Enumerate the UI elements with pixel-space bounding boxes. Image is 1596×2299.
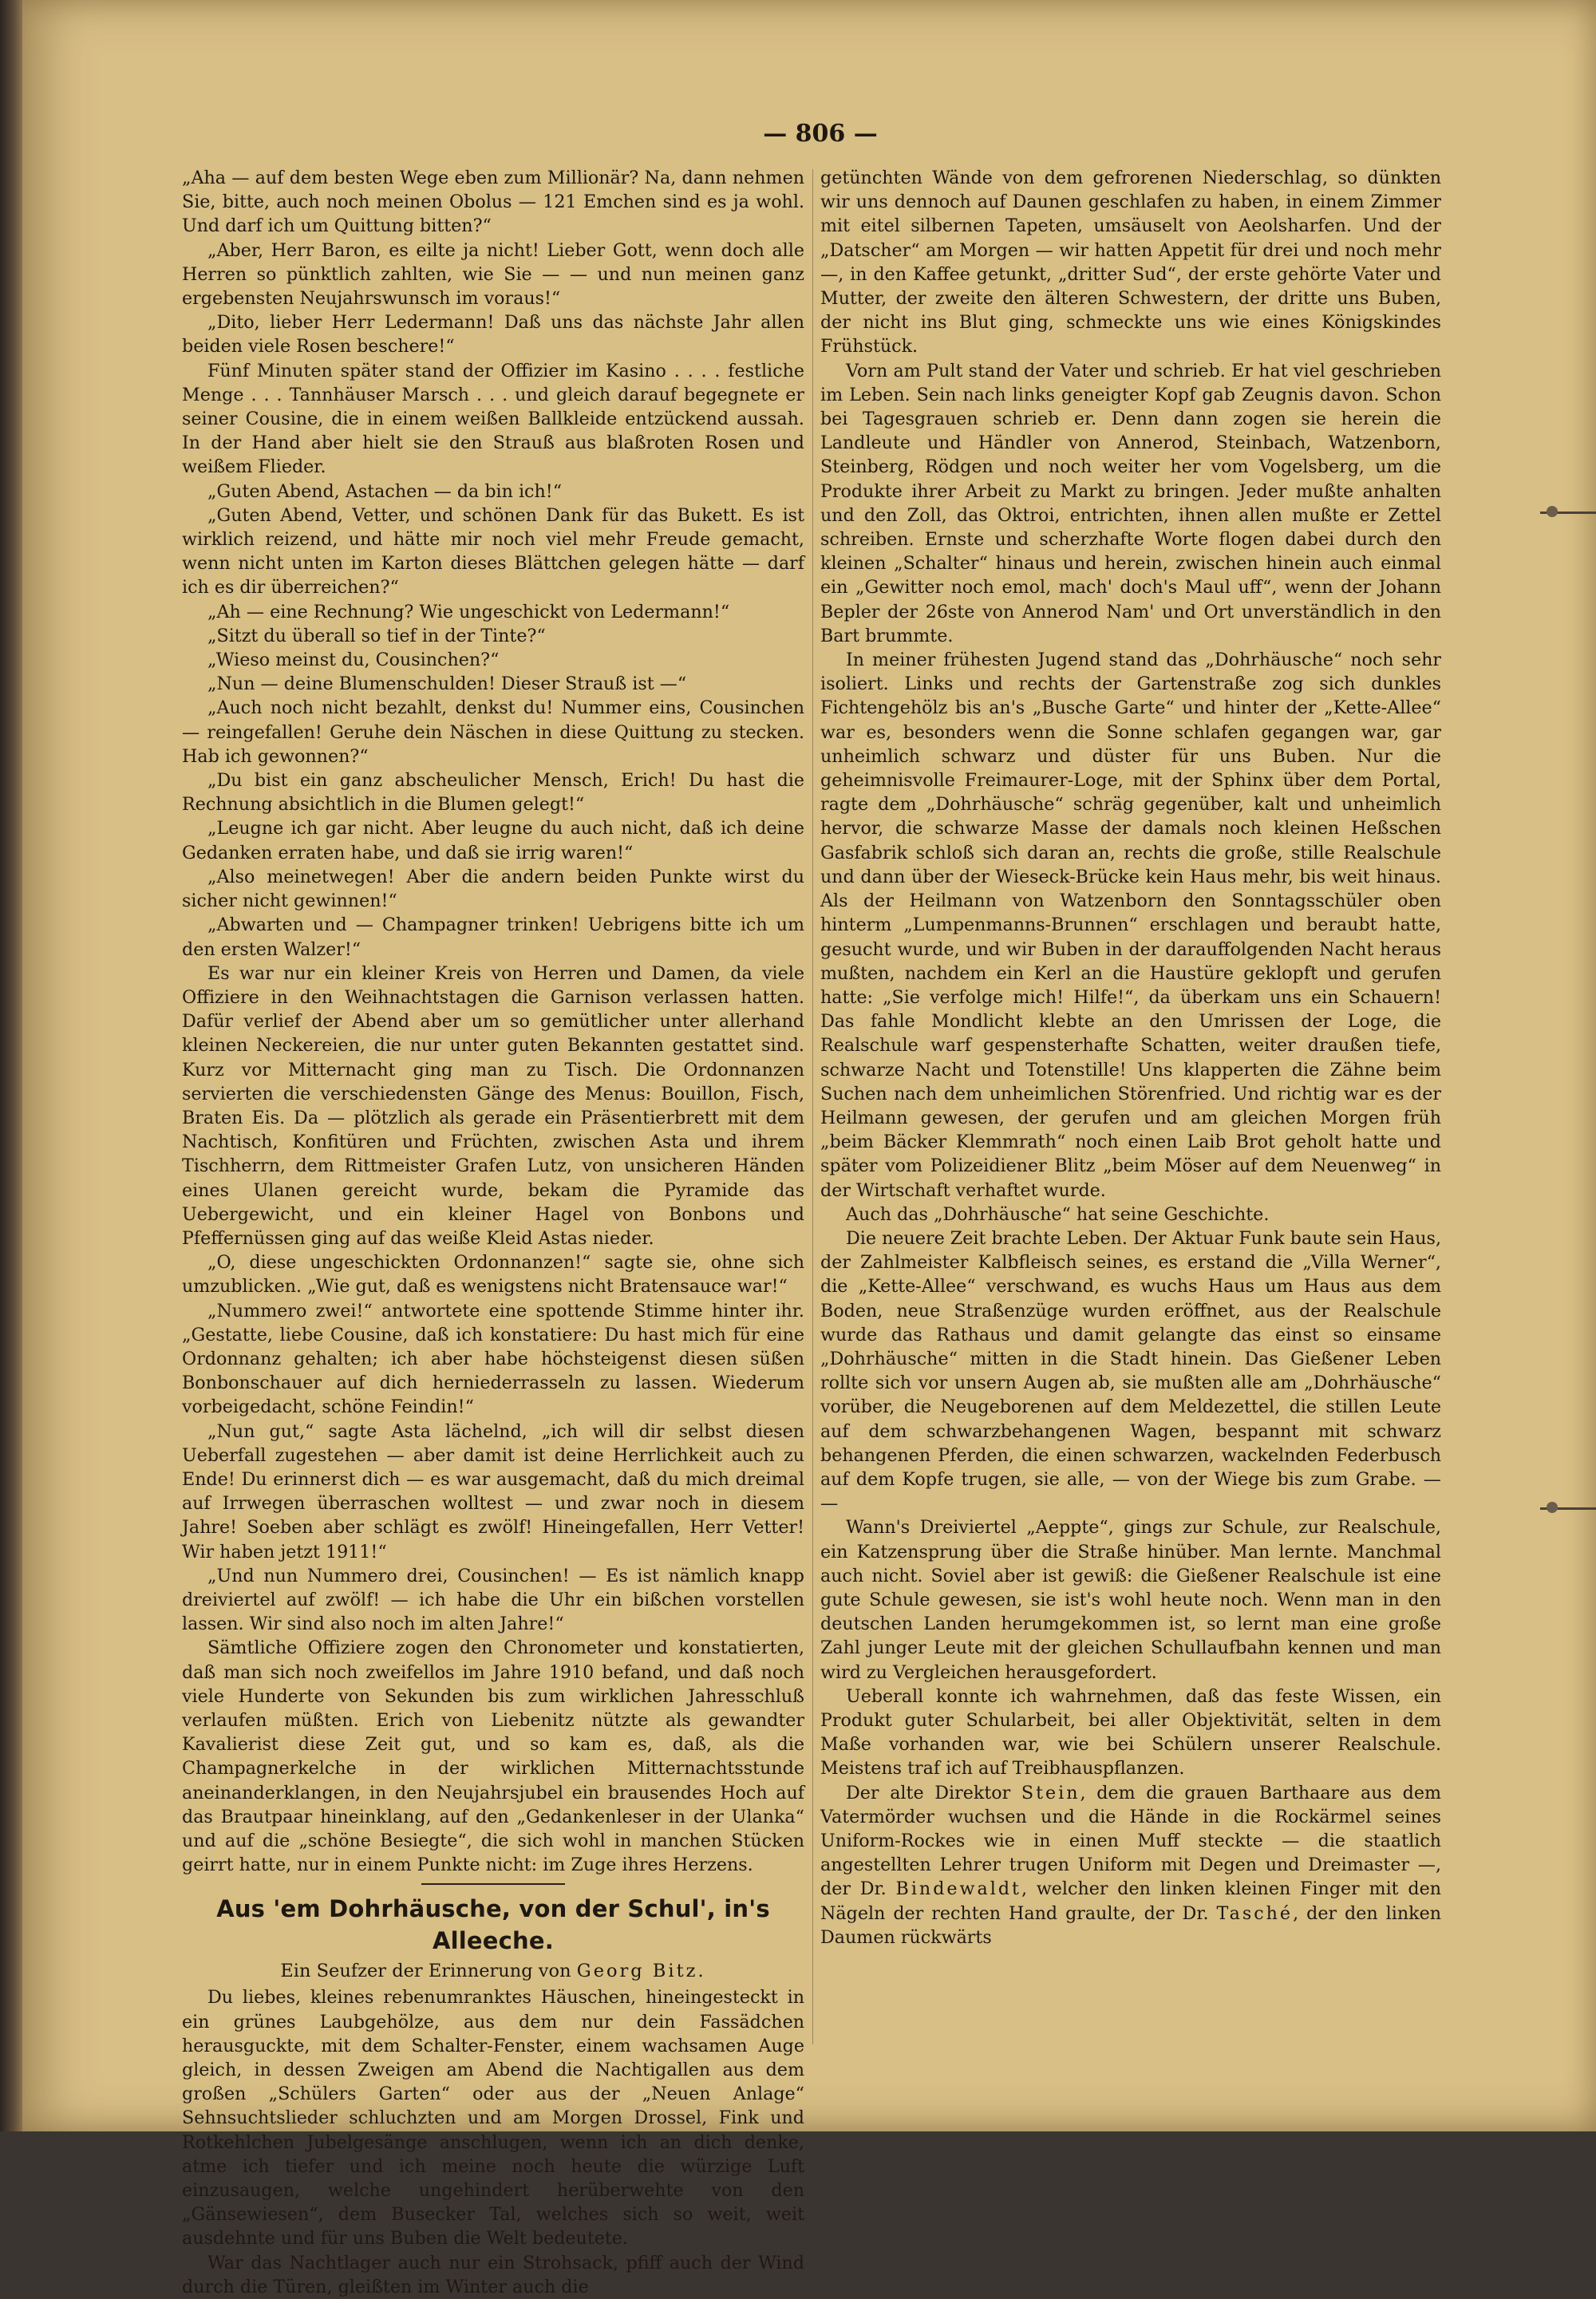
left-column xyxy=(182,166,804,2297)
paragraph: „Wieso meinst du, Cousinchen?“ xyxy=(207,650,500,671)
paragraph: „Sitzt du überall so tief in der Tinte?“ xyxy=(207,625,546,646)
byline-prefix: Ein Seufzer der Erinnerung von xyxy=(280,1961,571,1982)
paragraph: „Nummero zwei!“ antwortete eine spottende Stimme hinter ihr. „Gestatte, liebe Cousine, daß ich konstatiere: Du hast mich für eine Ordonnanz gehalten; ich aber habe höchsteigenst diesen süßen Bonbonschauer auf dich herniederrasseln zu lassen. Wiederum vorbeigedacht, schöne Feindin!“ xyxy=(182,1300,804,1418)
article-headline: Aus 'em Dohrhäusche, von der Schul', in's Alleeche. xyxy=(216,1895,770,1955)
paragraph: Ueberall konnte ich wahrnehmen, daß das feste Wissen, ein Produkt guter Schularbeit, bei aller Objektivität, selten in dem Maße vorhanden war, wie bei Schülern unserer Realschule. Meistens traf ich auf Treibhauspflanzen. xyxy=(820,1685,1441,1780)
paragraph: War das Nachtlager auch nur ein Strohsack, pfiff auch der Wind durch die Türen, gleißten im Winter auch die xyxy=(182,2252,804,2297)
book-binding xyxy=(0,0,22,2131)
paragraph: getünchten Wände von dem gefrorenen Niederschlag, so dünkten wir uns dennoch auf Daunen geschlafen zu haben, in einem Zimmer mit eitel silbernen Tapeten, umsäuselt von Aeolsharfen. Und der „Datscher“ am Morgen — wir hatten Appetit für drei und noch mehr —, in den Kaffee getunkt, „dritter Sud“, der erste gehörte Vater und Mutter, der zweite den älteren Schwestern, der dritte uns Buben, der nicht ins Blut ging, schmeckte uns wie eines Königskindes Frühstück. xyxy=(820,168,1441,357)
paragraph: „Du bist ein ganz abscheulicher Mensch, Erich! Du hast die Rechnung absichtlich in die Blumen gelegt!“ xyxy=(182,770,804,816)
paragraph: „Also meinetwegen! Aber die andern beiden Punkte wirst du sicher nicht gewinnen!“ xyxy=(182,866,804,912)
paragraph: Wann's Dreiviertel „Aeppte“, gings zur Schule, zur Realschule, ein Katzensprung über die Straße hinüber. Man lernte. Manchmal auch nicht. Soviel aber ist gewiß: die Gießener Realschule ist eine gute Schule gewesen, sie ist's wohl heute noch. Wenn man in den deutschen Landen herumgekommen ist, so lernt man eine große Zahl junger Leute mit der gleichen Schullaufbahn kennen und man wird zu Vergleichen herausgefordert. xyxy=(820,1517,1441,1683)
byline-author: Georg Bitz. xyxy=(576,1961,706,1982)
paragraph: „Guten Abend, Vetter, und schönen Dank für das Bukett. Es ist wirklich reizend, und hätte mir noch viel mehr Freude gemacht, wenn nicht unten im Karton dieses Blättchen gelegen hätte — darf ich es dir überreichen?“ xyxy=(182,504,804,598)
text-run: , welcher den linken kleinen Finger mit den Nägeln der rechten Hand graulte, der Dr. xyxy=(820,1878,1441,1924)
paragraph: Auch das „Dohrhäusche“ hat seine Geschichte. xyxy=(846,1203,1270,1225)
paragraph: „Abwarten und — Champagner trinken! Uebrigens bitte ich um den ersten Walzer!“ xyxy=(182,914,804,960)
article-byline xyxy=(182,1958,804,1984)
name-tasche: Tasché xyxy=(1216,1902,1294,1924)
paragraph: Fünf Minuten später stand der Offizier im Kasino . . . . festliche Menge . . . Tannhäuser Marsch . . . und gleich darauf begegnete er seiner Cousine, die in einem weißen Ballkleide entzückend aussah. In der Hand aber hielt sie den Strauß aus blaßroten Rosen und weißem Flieder. xyxy=(182,360,804,478)
paragraph: „Und nun Nummero drei, Cousinchen! — Es ist nämlich knapp dreiviertel auf zwölf! — ich habe die Uhr ein bißchen vorstellen lassen. Wir sind also noch im alten Jahre!“ xyxy=(182,1565,804,1635)
pin-icon xyxy=(1524,504,1596,520)
paragraph: Du liebes, kleines rebenumranktes Häuschen, hineingesteckt in ein grünes Laubgehölze, aus dem nur dein Fassädchen herausguckte, mit dem Schalter-Fenster, einem wachsamen Auge gleich, in dessen Zweigen am Abend die Nachtigallen aus dem großen „Schülers Garten“ oder aus der „Neuen Anlage“ Sehnsuchtslieder schluchzten und am Morgen Drossel, Fink und Rotkehlchen Jubelgesänge anschlugen, wenn ich an dich denke, atme ich tiefer und ich meine noch heute die würzige Luft einzusaugen, welche ungehindert herüberwehte von den „Gänsewiesen“, dem Busecker Tal, welches sich so weit, weit ausdehnte und für uns Buben die Welt bedeutete. xyxy=(182,1987,804,2250)
paragraph: Sämtliche Offiziere zogen den Chronometer und konstatierten, daß man sich noch zweifellos im Jahre 1910 befand, und daß noch viele Hunderte von Sekunden bis zum wirklichen Jahresschluß verlaufen müßten. Erich von Liebenitz nützte als gewandter Kavalierist diese Zeit gut, und so kam es, daß, als die Champagnerkelche in der wirklichen Mitternachtsstunde aneinanderklangen, in den Neujahrsjubel ein brausendes Hoch auf das Brautpaar hineinklang, auf den „Gedankenleser in der Ulanka“ und auf die „schöne Besiegte“, die sich wohl in manchen Stücken geirrt hatte, nur in einem Punkte nicht: im Zuge ihres Herzens. xyxy=(182,1637,804,1876)
paragraph: „O, diese ungeschickten Ordonnanzen!“ sagte sie, ohne sich umzublicken. „Wie gut, daß es wenigstens nicht Bratensauce war!“ xyxy=(182,1252,804,1298)
name-stein: Stein xyxy=(1021,1782,1080,1803)
text-run: , der den linken Daumen rückwärts xyxy=(820,1902,1441,1948)
paragraph: „Nun — deine Blumenschulden! Dieser Strauß ist —“ xyxy=(207,674,687,695)
paragraph: „Auch noch nicht bezahlt, denkst du! Nummer eins, Cousinchen — reingefallen! Geruhe dein Näschen in diese Quittung zu stecken. Hab ich gewonnen?“ xyxy=(182,697,804,767)
paragraph: „Guten Abend, Astachen — da bin ich!“ xyxy=(207,480,563,502)
paragraph: „Leugne ich gar nicht. Aber leugne du auch nicht, daß ich deine Gedanken erraten habe, und daß sie irrig waren!“ xyxy=(182,818,804,863)
newspaper-page xyxy=(22,0,1596,2297)
paragraph: „Nun gut,“ sagte Asta lächelnd, „ich will dir selbst diesen Ueberfall zugestehen — aber damit ist deine Herrlichkeit auch zu Ende! Du erinnerst dich — es war ausgemacht, daß du mich dreimal auf Irrwegen überraschen wolltest — und zwar noch in diesem Jahre! Soeben aber schlägt es zwölf! Hineingefallen, Herr Vetter! Wir haben jetzt 1911!“ xyxy=(182,1420,804,1562)
paragraph: Es war nur ein kleiner Kreis von Herren und Damen, da viele Offiziere in den Weihnachtstagen die Garnison verlassen hatten. Dafür verlief der Abend aber um so gemütlicher unter allerhand kleinen Neckereien, die nur unter guten Bekannten gestattet sind. Kurz vor Mitternacht ging man zu Tisch. Die Ordonnanzen servierten die verschiedensten Gänge des Menus: Bouillon, Fisch, Braten Eis. Da — plötzlich als gerade ein Präsentierbrett mit dem Nachtisch, Konfitüren und Früchten, zwischen Asta und ihrem Tischherrn, dem Rittmeister Grafen Lutz, von unsicheren Händen eines Ulanen gereicht wurde, bekam die Pyramide das Uebergewicht, und ein kleiner Hagel von Bonbons und Pfeffernüssen ging auf das weiße Kleid Astas nieder. xyxy=(182,962,804,1249)
paragraph: „Dito, lieber Herr Ledermann! Daß uns das nächste Jahr allen beiden viele Rosen beschere!“ xyxy=(182,312,804,357)
text-run: , dem die grauen Barthaare aus dem Vatermörder wuchsen und die Hände in die Rockärmel seines Uniform-Rockes wie in einen Muff steckte — die staatlich angestellten Lehrer trugen Uniform mit Degen und Dreimaster —, der Dr. xyxy=(820,1782,1442,1900)
paragraph: „Aber, Herr Baron, es eilte ja nicht! Lieber Gott, wenn doch alle Herren so pünktlich zahlten, wie Sie — — und nun meinen ganz ergebensten Neujahrswunsch im voraus!“ xyxy=(182,239,804,310)
paragraph xyxy=(820,1781,1441,1949)
page-number: — 806 — xyxy=(763,120,878,148)
paragraph: In meiner frühesten Jugend stand das „Dohrhäusche“ noch sehr isoliert. Links und rechts der Gartenstraße zog sich dunkles Fichtengehölz bis an's „Busche Garte“ und hinter der „Kette-Allee“ war es, besonders wenn die Sonne schlafen gegangen war, gar unheimlich schwarz und düster für uns Buben. Nur die geheimnisvolle Freimaurer-Loge, mit der Sphinx über dem Portal, ragte dem „Dohrhäusche“ schräg gegenüber, kalt und unheimlich hervor, die schwarze Masse der damals noch kleinen Heßschen Gasfabrik schloß sich daran an, rechts die große, stille Realschule und dann über der Wieseck-Brücke kein Haus mehr, bis weit hinaus. Als der Heilmann von Watzenborn den Sonntagsschüler oben hinterm „Lumpenmanns-Brunnen“ erschlagen und beraubt hatte, gesucht wurde, und wir Buben in der darauffolgenden Nacht heraus mußten, nachdem ein Kerl an die Haustüre geklopft und gerufen hatte: „Sie verfolge mich! Hilfe!“, da überkam uns ein Schauern! Das fahle Mondlicht klebte an den Umrissen der Loge, die Realschule warf gespensterhafte Schatten, weiter draußen tiefe, schwarze Nacht und Totenstille! Uns klapperten die Zähne beim Suchen nach dem unheimlichen Störenfried. Und richtig war es der Heilmann gewesen, der gerufen und am gleichen Morgen früh „beim Bäcker Klemmrath“ noch einen Laib Brot geholt hatte und später vom Polizeidiener Blitz „beim Möser auf dem Neuenweg“ in der Wirtschaft verhaftet wurde. xyxy=(820,650,1441,1201)
text-run: Der alte Direktor xyxy=(846,1782,1011,1803)
article-separator xyxy=(421,1883,565,1885)
paragraph: „Aha — auf dem besten Wege eben zum Millionär? Na, dann nehmen Sie, bitte, auch noch meinen Obolus — 121 Emchen sind es ja wohl. Und darf ich um Quittung bitten?“ xyxy=(182,168,804,237)
right-column xyxy=(820,166,1441,2089)
column-divider xyxy=(812,169,813,2044)
paragraph: Vorn am Pult stand der Vater und schrieb. Er hat viel geschrieben im Leben. Sein nach links geneigter Kopf gab Zeugnis davon. Schon bei Tagesgrauen schrieb er. Denn dann zogen sie herein die Landleute und Händler von Annerod, Steinbach, Watzenborn, Steinberg, Rödgen und noch weiter her vom Vogelsberg, um die Produkte ihrer Arbeit zu Markt zu bringen. Jeder mußte anhalten und den Zoll, das Oktroi, entrichten, ihnen allen mußte er Zettel schreiben. Ernste und scherzhafte Worte flogen dabei durch den kleinen „Schalter“ hinaus und herein, zwischen hinein auch einmal ein „Gewitter noch emol, mach' doch's Maul uff“, wenn der Johann Bepler der 26ste von Annerod Nam' und Ort unverständlich in den Bart brummte. xyxy=(820,360,1441,646)
pin-icon xyxy=(1524,1500,1596,1516)
paragraph: „Ah — eine Rechnung? Wie ungeschickt von Ledermann!“ xyxy=(207,601,730,622)
paragraph: Die neuere Zeit brachte Leben. Der Aktuar Funk baute sein Haus, der Zahlmeister Kalbfleisch seines, es erstand die „Villa Werner“, die „Kette-Allee“ verschwand, es wuchs Haus um Haus aus dem Boden, neue Straßenzüge wurden eröffnet, aus der Realschule wurde das Rathaus und damit gelangte das einst so einsame „Dohrhäusche“ mitten in die Stadt hinein. Das Gießener Leben rollte sich vor unsern Augen ab, sie mußten alle am „Dohrhäusche“ vorüber, die Neugeborenen auf dem Meldezettel, die stillen Leute auf dem schwarzbehangenen Wagen, bespannt mit schwarz behangenen Pferden, die einen schwarzen, wackelnden Federbusch auf dem Kopfe trugen, sie alle, — von der Wiege bis zum Grabe. — — xyxy=(820,1227,1441,1515)
name-bindewaldt: Bindewaldt xyxy=(895,1878,1021,1900)
